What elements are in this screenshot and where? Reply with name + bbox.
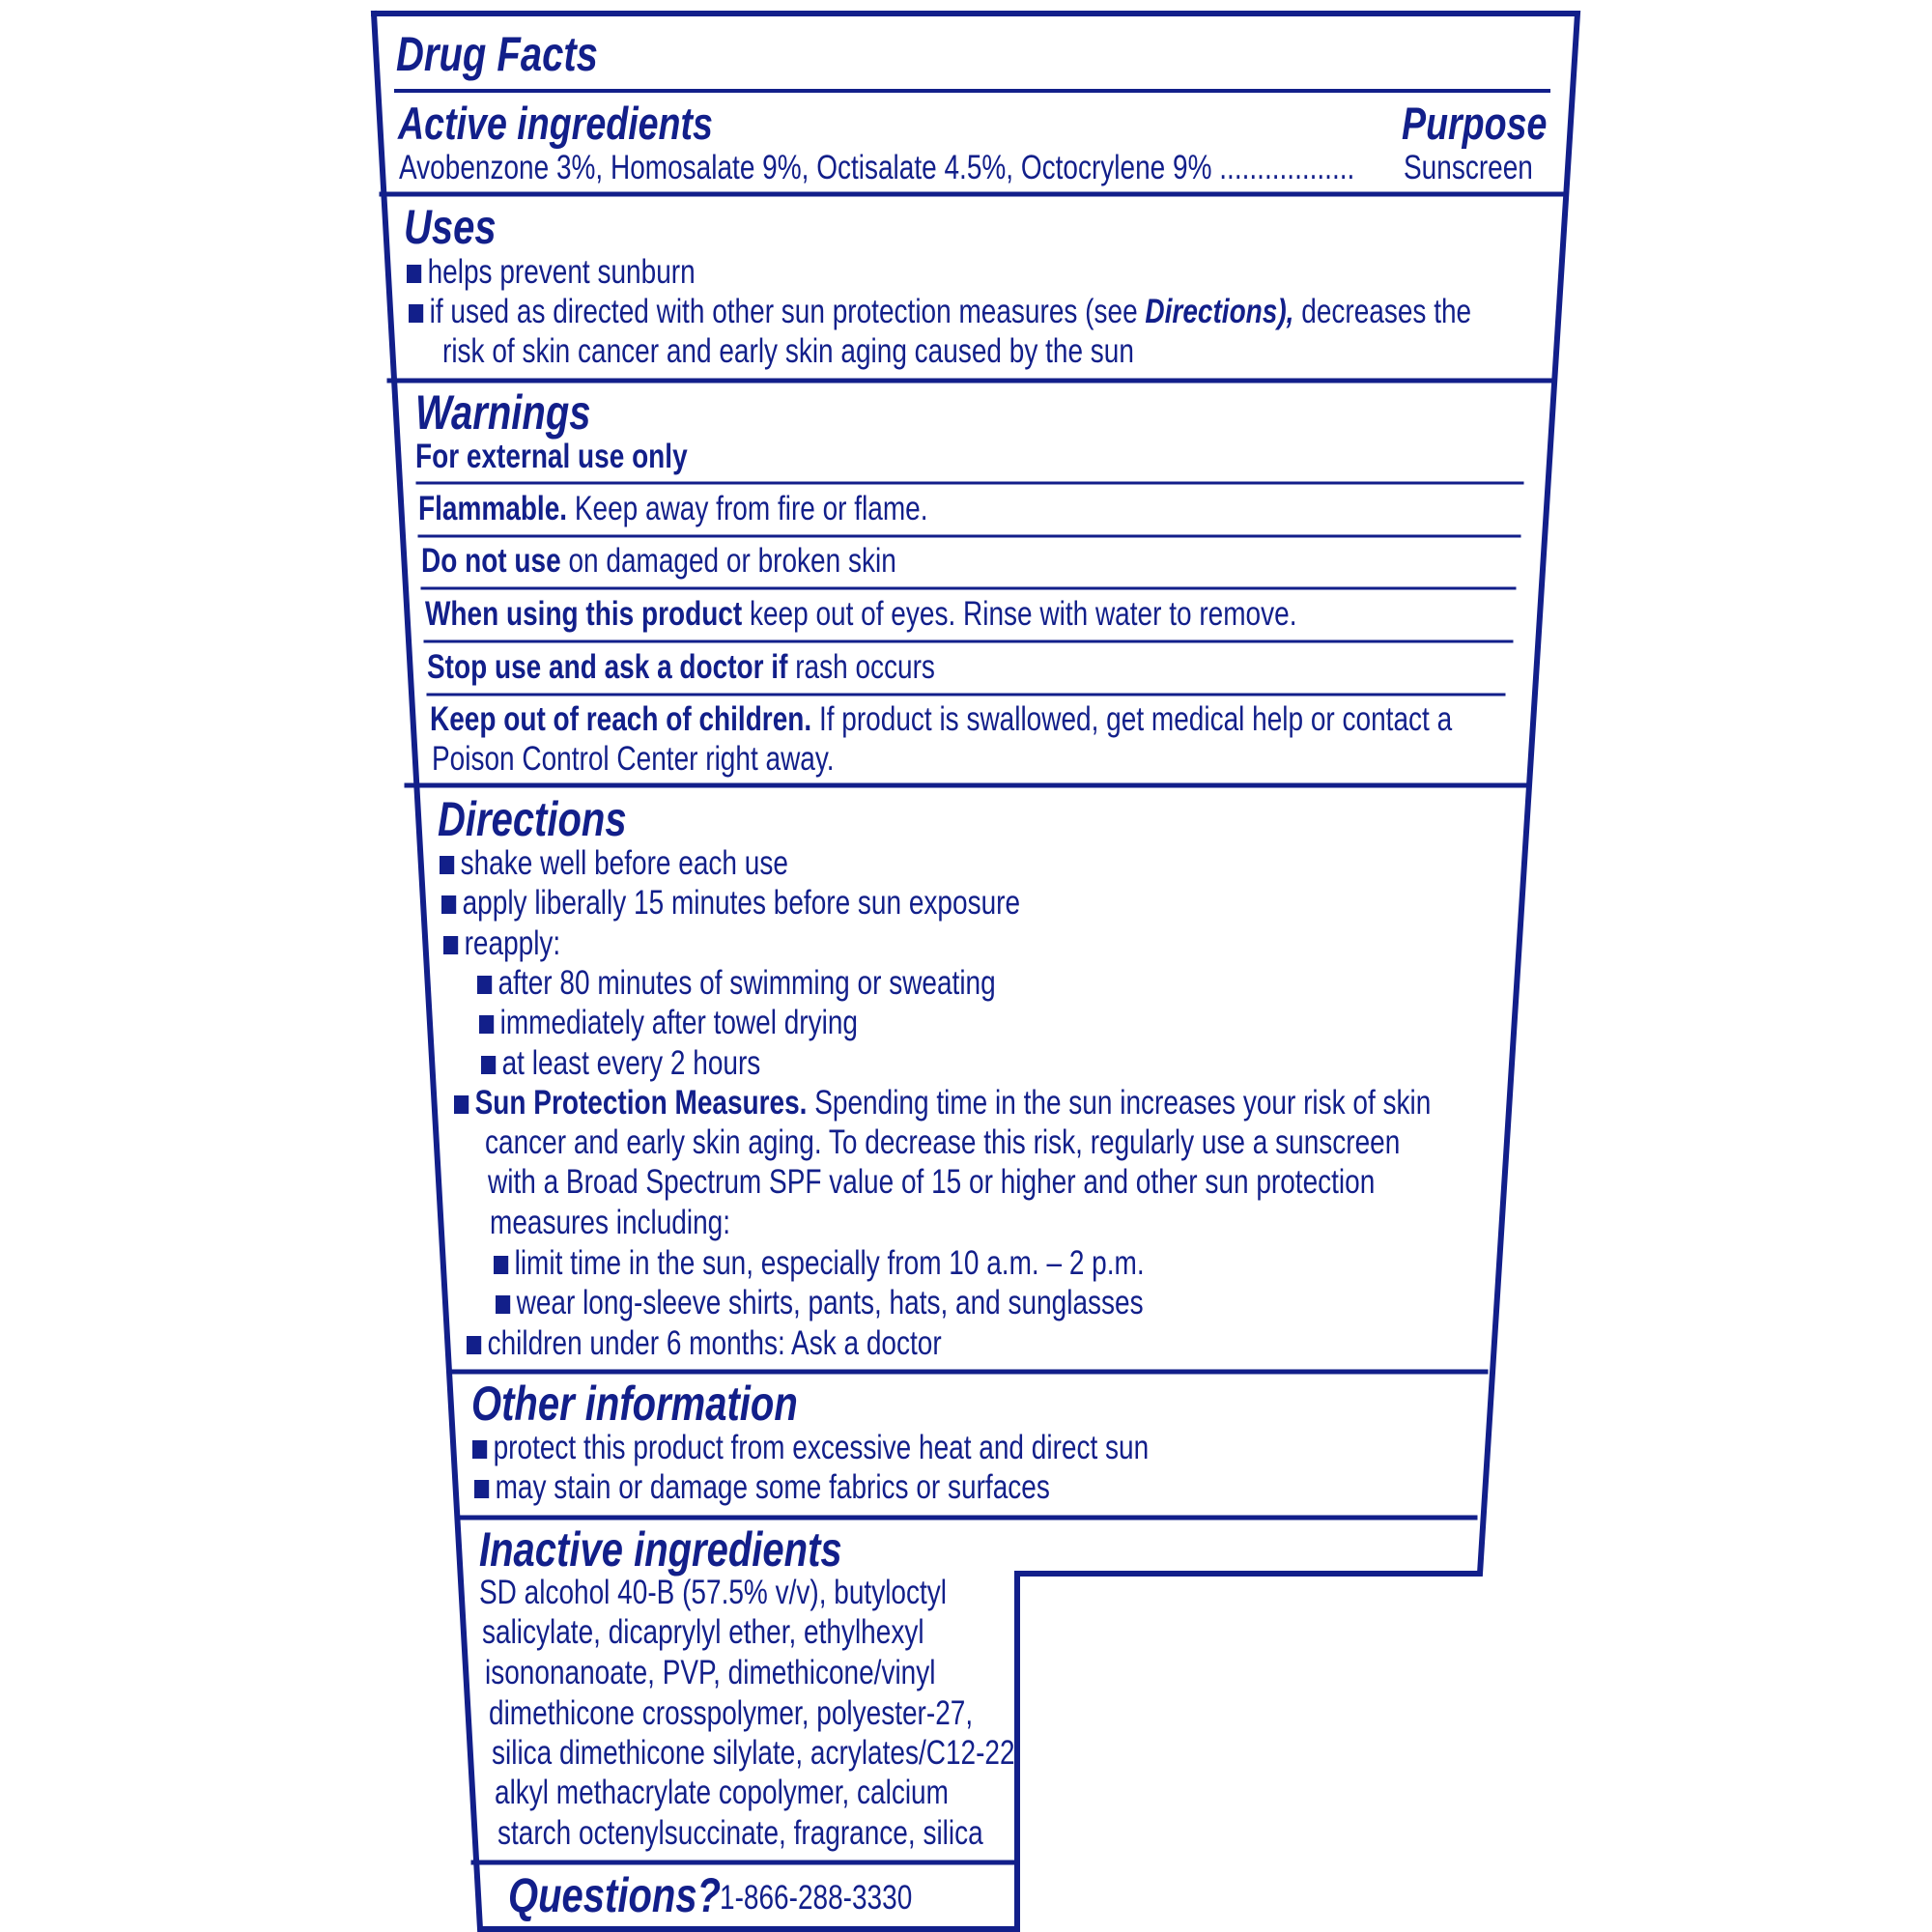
directions-item	[443, 923, 560, 964]
inactive-ingredients-heading: Inactive ingredients	[479, 1522, 842, 1577]
warning-label: Do not use	[421, 542, 561, 580]
inactive-ingredients-line: SD alcohol 40-B (57.5% v/v), butyloctyl	[479, 1574, 947, 1611]
questions-heading: Questions?	[508, 1868, 722, 1922]
questions-phone-number: 1-866-288-3330	[720, 1879, 913, 1917]
directions-reference: Directions),	[1145, 293, 1294, 330]
inactive-ingredients-line: silica dimethicone silylate, acrylates/C12-22	[492, 1734, 1015, 1772]
sun-protection-text-line: cancer and early skin aging. To decrease this risk, regularly use a sunscreen	[485, 1123, 1401, 1161]
directions-item	[441, 883, 1020, 923]
directions-item	[440, 843, 788, 884]
directions-item	[467, 1323, 942, 1364]
inactive-ingredients-line: salicylate, dicaprylyl ether, ethylhexyl	[482, 1613, 924, 1651]
warning-label: Flammable.	[418, 490, 568, 527]
sun-protection-subitem	[494, 1243, 1145, 1284]
sun-protection-subitem	[496, 1283, 1144, 1323]
warning-stop-use	[427, 647, 935, 688]
inactive-ingredients-line: isononanoate, PVP, dimethicone/vinyl	[485, 1654, 936, 1691]
directions-item-text: reapply:	[464, 924, 561, 962]
other-information-item	[474, 1467, 1050, 1508]
external-use-note: For external use only	[415, 438, 688, 475]
warning-label: When using this product	[425, 595, 743, 633]
bullet-icon	[454, 1095, 469, 1114]
warning-label: Keep out of reach of children.	[430, 700, 812, 738]
warning-text: Keep away from fire or flame.	[567, 490, 928, 527]
warnings-heading: Warnings	[415, 385, 591, 440]
directions-subitem	[481, 1043, 760, 1084]
bullet-icon	[443, 936, 458, 954]
uses-item-text: helps prevent sunburn	[427, 253, 696, 291]
bullet-icon	[440, 856, 454, 874]
drug-facts-title: Drug Facts	[396, 27, 598, 81]
directions-item-text: children under 6 months: Ask a doctor	[487, 1324, 942, 1362]
bullet-icon	[407, 265, 421, 283]
bullet-icon	[441, 895, 456, 914]
warning-text: If product is swallowed, get medical help or contact a	[811, 700, 1453, 738]
inactive-ingredients-line: alkyl methacrylate copolymer, calcium	[495, 1774, 949, 1811]
bullet-icon	[494, 1256, 508, 1274]
sun-protection-measures	[454, 1083, 1431, 1123]
other-information-text: may stain or damage some fabrics or surfaces	[495, 1468, 1050, 1506]
bullet-icon	[474, 1480, 489, 1498]
directions-heading: Directions	[438, 792, 627, 846]
directions-subitem	[477, 963, 996, 1004]
warning-text: keep out of eyes. Rinse with water to remove.	[742, 595, 1297, 633]
warning-text: rash occurs	[787, 648, 935, 686]
inactive-ingredients-line: starch octenylsuccinate, fragrance, silica	[497, 1814, 983, 1852]
other-information-item	[472, 1428, 1149, 1468]
bullet-icon	[467, 1336, 481, 1354]
directions-subitem-text: after 80 minutes of swimming or sweating	[497, 964, 996, 1002]
purpose-heading: Purpose	[1402, 98, 1548, 149]
bullet-icon	[477, 976, 492, 994]
sun-protection-text: Spending time in the sun increases your risk of skin	[807, 1084, 1432, 1122]
directions-subitem	[479, 1003, 858, 1043]
warning-do-not-use	[421, 541, 896, 582]
bullet-icon	[472, 1440, 487, 1459]
other-information-heading: Other information	[471, 1377, 798, 1431]
warning-when-using	[425, 594, 1296, 635]
purpose-value: Sunscreen	[1404, 149, 1533, 186]
sun-protection-label: Sun Protection Measures.	[474, 1084, 808, 1122]
bullet-icon	[496, 1295, 510, 1314]
uses-item-continuation: risk of skin cancer and early skin aging caused by the sun	[442, 332, 1134, 370]
uses-item	[407, 252, 696, 293]
sun-protection-subitem-text: wear long-sleeve shirts, pants, hats, and sunglasses	[516, 1284, 1144, 1321]
sun-protection-text-line: with a Broad Spectrum SPF value of 15 or higher and other sun protection	[488, 1163, 1376, 1201]
bullet-icon	[481, 1056, 496, 1074]
warning-keep-out-of-reach	[430, 699, 1452, 740]
uses-item-text: decreases the	[1293, 293, 1472, 330]
active-ingredients-list: Avobenzone 3%, Homosalate 9%, Octisalate 4.5%, Octocrylene 9% ..................	[399, 149, 1355, 186]
other-information-text: protect this product from excessive heat and direct sun	[493, 1429, 1150, 1466]
bullet-icon	[479, 1015, 494, 1034]
sun-protection-subitem-text: limit time in the sun, especially from 10 a.m. – 2 p.m.	[514, 1244, 1145, 1282]
uses-item-text: if used as directed with other sun protection measures (see	[429, 293, 1146, 330]
bullet-icon	[409, 304, 423, 323]
directions-item-text: shake well before each use	[460, 844, 788, 882]
warning-text: on damaged or broken skin	[560, 542, 896, 580]
warning-flammable	[418, 489, 928, 529]
warning-label: Stop use and ask a doctor if	[427, 648, 788, 686]
active-ingredients-heading: Active ingredients	[398, 98, 713, 149]
uses-item	[409, 292, 1471, 332]
warning-keep-out-continuation: Poison Control Center right away.	[432, 740, 835, 778]
uses-heading: Uses	[404, 200, 497, 254]
directions-subitem-text: immediately after towel drying	[499, 1004, 858, 1041]
directions-subitem-text: at least every 2 hours	[501, 1044, 761, 1082]
sun-protection-text-line: measures including:	[490, 1204, 731, 1241]
inactive-ingredients-line: dimethicone crosspolymer, polyester-27,	[489, 1694, 974, 1732]
directions-item-text: apply liberally 15 minutes before sun exposure	[462, 884, 1021, 922]
